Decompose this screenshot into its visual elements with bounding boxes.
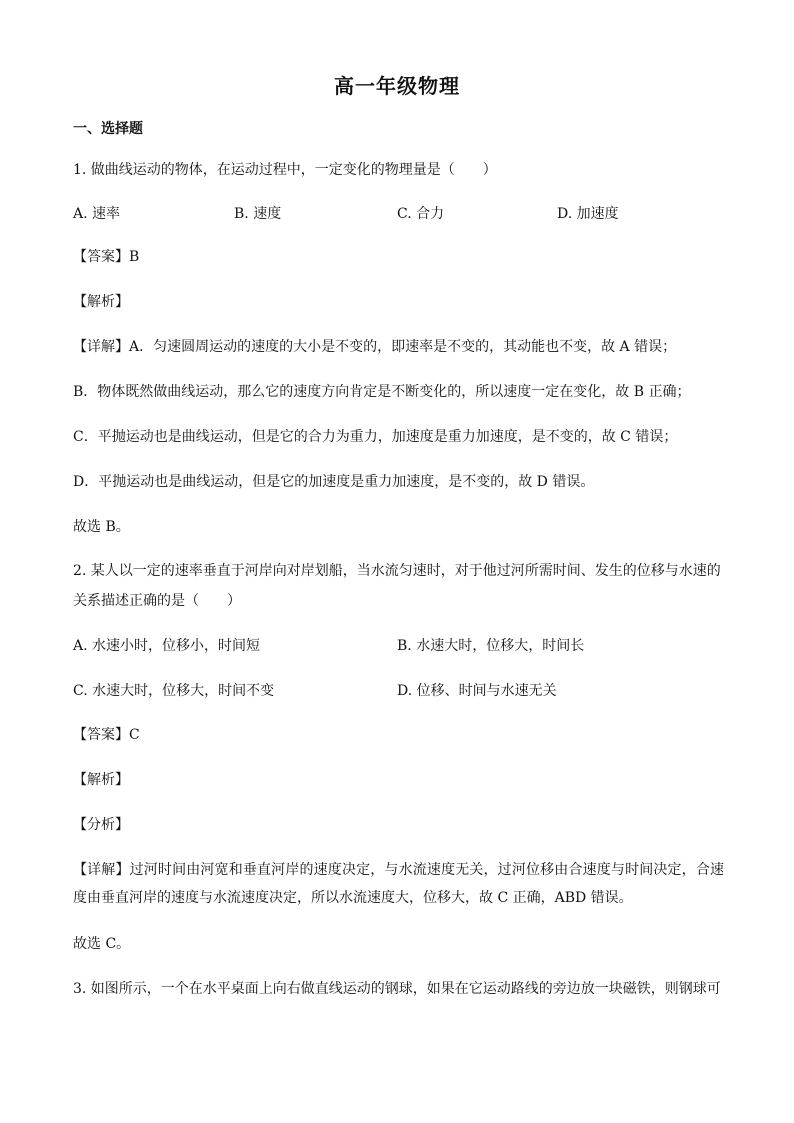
q1-detail-d: D．平抛运动也是曲线运动，但是它的加速度是重力加速度，是不变的，故 D 错误。 bbox=[73, 474, 595, 490]
section-heading: 一、选择题 bbox=[73, 121, 143, 137]
q1-option-d: D. 加速度 bbox=[557, 206, 619, 222]
q1-analysis-label: 【解析】 bbox=[73, 294, 129, 310]
q1-answer: 【答案】B bbox=[73, 249, 140, 265]
q2-conclusion: 故选 C。 bbox=[73, 936, 131, 952]
q2-analysis-label: 【解析】 bbox=[73, 772, 129, 788]
q2-detail: 【详解】过河时间由河宽和垂直河岸的速度决定，与水流速度无关，过河位移由合速度与时间决定，合速度由垂直河岸的速度与水流速度决定，所以水流速度大，位移大，故 C 正确，ABD 错误。 bbox=[73, 862, 724, 906]
q2-option-c: C. 水速大时，位移大，时间不变 bbox=[73, 683, 275, 699]
q1-detail-b: B．物体既然做曲线运动，那么它的速度方向肯定是不断变化的，所以速度一定在变化，故 B 正确； bbox=[73, 384, 691, 400]
q2-option-a: A. 水速小时，位移小，时间短 bbox=[73, 638, 261, 654]
q2-option-b: B. 水速大时，位移大，时间长 bbox=[397, 638, 585, 654]
q1-conclusion: 故选 B。 bbox=[73, 519, 130, 535]
q2-stem-line2: 关系描述正确的是（ ） bbox=[73, 593, 241, 609]
q2-option-d: D. 位移、时间与水速无关 bbox=[397, 683, 557, 699]
q3-stem: 3. 如图所示，一个在水平桌面上向右做直线运动的钢球，如果在它运动路线的旁边放一块磁铁，则钢球可 bbox=[73, 981, 721, 997]
q1-option-a: A. 速率 bbox=[73, 206, 121, 222]
q2-answer: 【答案】C bbox=[73, 727, 140, 743]
q1-option-c: C. 合力 bbox=[397, 206, 445, 222]
q1-option-b: B. 速度 bbox=[234, 206, 282, 222]
q1-detail-c: C．平抛运动也是曲线运动，但是它的合力为重力，加速度是重力加速度，是不变的，故 C 错误； bbox=[73, 429, 678, 445]
page-title: 高一年级物理 bbox=[334, 74, 460, 98]
q2-fenxi-label: 【分析】 bbox=[73, 817, 129, 833]
q1-detail-a: 【详解】A．匀速圆周运动的速度的大小是不变的，即速率是不变的，其动能也不变，故 A 错误； bbox=[73, 339, 677, 355]
q1-stem: 1. 做曲线运动的物体，在运动过程中，一定变化的物理量是（ ） bbox=[73, 162, 497, 178]
q2-stem-line1: 2. 某人以一定的速率垂直于河岸向对岸划船，当水流匀速时，对于他过河所需时间、发生的位移与水速的 bbox=[73, 563, 721, 579]
